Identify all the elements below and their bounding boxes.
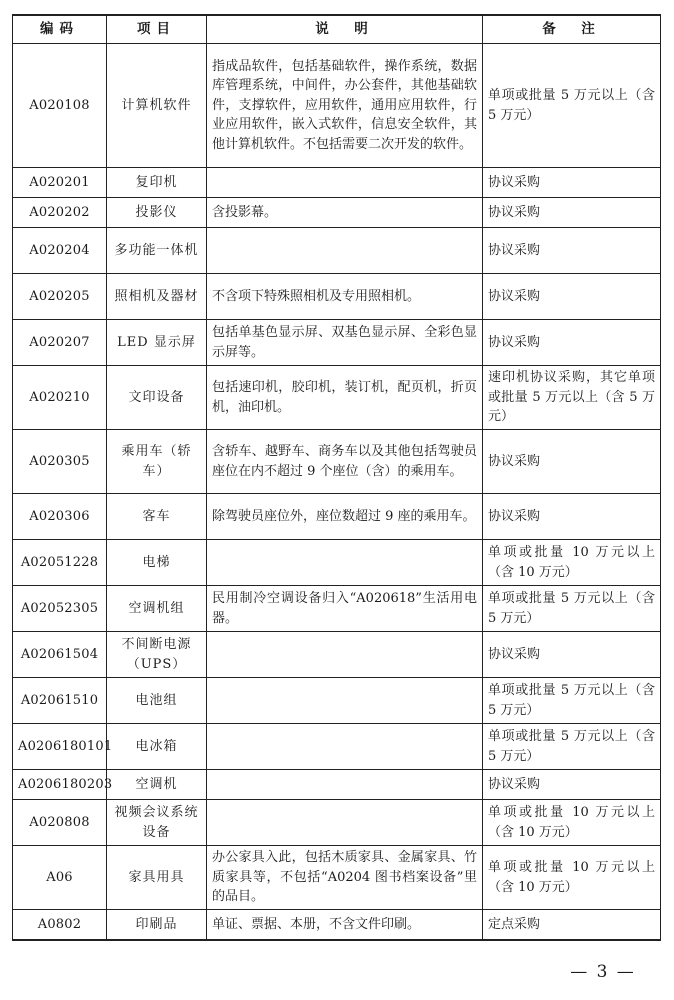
- cell-note: 单项或批量 10 万元以上（含 10 万元）: [483, 846, 661, 910]
- table-row: [13, 586, 661, 632]
- page-number: — 3 —: [570, 962, 636, 982]
- cell-desc: 含投影幕。: [207, 198, 483, 228]
- cell-desc: [207, 800, 483, 846]
- cell-code: A06: [13, 846, 107, 910]
- cell-desc: [207, 632, 483, 678]
- cell-item: 计算机软件: [107, 44, 207, 168]
- cell-code: A02052305: [13, 586, 107, 632]
- cell-item: 电梯: [107, 540, 207, 586]
- cell-desc: 指成品软件，包括基础软件，操作系统，数据库管理系统，中间件，办公套件，其他基础软件，支撑软件，应用软件，通用应用软件，行业应用软件，嵌入式软件，信息安全软件，其他计算机软件。不包括需要二次开发的软件。: [207, 44, 483, 168]
- cell-desc: 单证、票据、本册，不含文件印刷。: [207, 910, 483, 940]
- cell-note: 协议采购: [483, 228, 661, 274]
- table-row: [13, 800, 661, 846]
- cell-code: A020201: [13, 168, 107, 198]
- cell-item: 视频会议系统设备: [107, 800, 207, 846]
- table-row: [13, 724, 661, 770]
- cell-desc: 民用制冷空调设备归入“A020618”生活用电器。: [207, 586, 483, 632]
- table-row: [13, 770, 661, 800]
- cell-note: 单项或批量 10 万元以上（含 10 万元）: [483, 800, 661, 846]
- cell-note: 单项或批量 5 万元以上（含 5 万元）: [483, 44, 661, 168]
- cell-item: 乘用车（轿车）: [107, 430, 207, 494]
- cell-note: 单项或批量 5 万元以上（含 5 万元）: [483, 586, 661, 632]
- table-row: [13, 846, 661, 910]
- table-row: [13, 274, 661, 320]
- cell-item: 多功能一体机: [107, 228, 207, 274]
- header-item: 项目: [107, 15, 207, 44]
- cell-note: 单项或批量 5 万元以上（含 5 万元）: [483, 678, 661, 724]
- table-row: [13, 198, 661, 228]
- cell-item: LED 显示屏: [107, 320, 207, 366]
- cell-item: 不间断电源（UPS）: [107, 632, 207, 678]
- header-code: 编码: [13, 15, 107, 44]
- header-desc: 说 明: [207, 15, 483, 44]
- cell-code: A02051228: [13, 540, 107, 586]
- cell-code: A020305: [13, 430, 107, 494]
- cell-note: 协议采购: [483, 168, 661, 198]
- table-row: [13, 494, 661, 540]
- cell-note: 单项或批量 5 万元以上（含 5 万元）: [483, 724, 661, 770]
- cell-item: 照相机及器材: [107, 274, 207, 320]
- cell-desc: [207, 678, 483, 724]
- table-row: [13, 228, 661, 274]
- cell-note: 协议采购: [483, 770, 661, 800]
- cell-desc: [207, 168, 483, 198]
- cell-code: A020108: [13, 44, 107, 168]
- cell-desc: 含轿车、越野车、商务车以及其他包括驾驶员座位在内不超过 9 个座位（含）的乘用车。: [207, 430, 483, 494]
- cell-item: 文印设备: [107, 366, 207, 430]
- cell-note: 定点采购: [483, 910, 661, 940]
- cell-note: 协议采购: [483, 494, 661, 540]
- cell-code: A020306: [13, 494, 107, 540]
- table-row: [13, 540, 661, 586]
- cell-desc: [207, 770, 483, 800]
- cell-desc: [207, 540, 483, 586]
- cell-code: A020205: [13, 274, 107, 320]
- cell-code: A020204: [13, 228, 107, 274]
- cell-note: 协议采购: [483, 274, 661, 320]
- cell-code: A02061504: [13, 632, 107, 678]
- cell-desc: 办公家具入此，包括木质家具、金属家具、竹质家具等，不包括“A0204 图书档案设备”里的品目。: [207, 846, 483, 910]
- header-row: [13, 15, 661, 44]
- cell-code: A0206180101: [13, 724, 107, 770]
- procurement-table: [12, 14, 661, 941]
- cell-note: 速印机协议采购，其它单项或批量 5 万元以上（含 5 万元）: [483, 366, 661, 430]
- cell-item: 空调机: [107, 770, 207, 800]
- cell-code: A020207: [13, 320, 107, 366]
- cell-item: 电池组: [107, 678, 207, 724]
- table-row: [13, 910, 661, 940]
- cell-code: A020202: [13, 198, 107, 228]
- cell-item: 复印机: [107, 168, 207, 198]
- table-row: [13, 366, 661, 430]
- cell-item: 印刷品: [107, 910, 207, 940]
- cell-code: A020808: [13, 800, 107, 846]
- cell-note: 协议采购: [483, 320, 661, 366]
- cell-item: 电冰箱: [107, 724, 207, 770]
- table-row: [13, 632, 661, 678]
- cell-item: 客车: [107, 494, 207, 540]
- cell-note: 协议采购: [483, 198, 661, 228]
- cell-desc: 包括单基色显示屏、双基色显示屏、全彩色显示屏等。: [207, 320, 483, 366]
- cell-item: 空调机组: [107, 586, 207, 632]
- cell-code: A020210: [13, 366, 107, 430]
- cell-code: A0206180203: [13, 770, 107, 800]
- table-row: [13, 430, 661, 494]
- table-row: [13, 168, 661, 198]
- cell-desc: 包括速印机，胶印机，装订机，配页机，折页机，油印机。: [207, 366, 483, 430]
- header-note: 备 注: [483, 15, 661, 44]
- table-row: [13, 678, 661, 724]
- cell-item: 投影仪: [107, 198, 207, 228]
- cell-desc: 除驾驶员座位外，座位数超过 9 座的乘用车。: [207, 494, 483, 540]
- cell-desc: [207, 228, 483, 274]
- cell-code: A0802: [13, 910, 107, 940]
- cell-desc: 不含项下特殊照相机及专用照相机。: [207, 274, 483, 320]
- cell-note: 协议采购: [483, 430, 661, 494]
- cell-item: 家具用具: [107, 846, 207, 910]
- cell-desc: [207, 724, 483, 770]
- table-row: [13, 320, 661, 366]
- cell-note: 单项或批量 10 万元以上（含 10 万元）: [483, 540, 661, 586]
- table-row: [13, 44, 661, 168]
- cell-note: 协议采购: [483, 632, 661, 678]
- cell-code: A02061510: [13, 678, 107, 724]
